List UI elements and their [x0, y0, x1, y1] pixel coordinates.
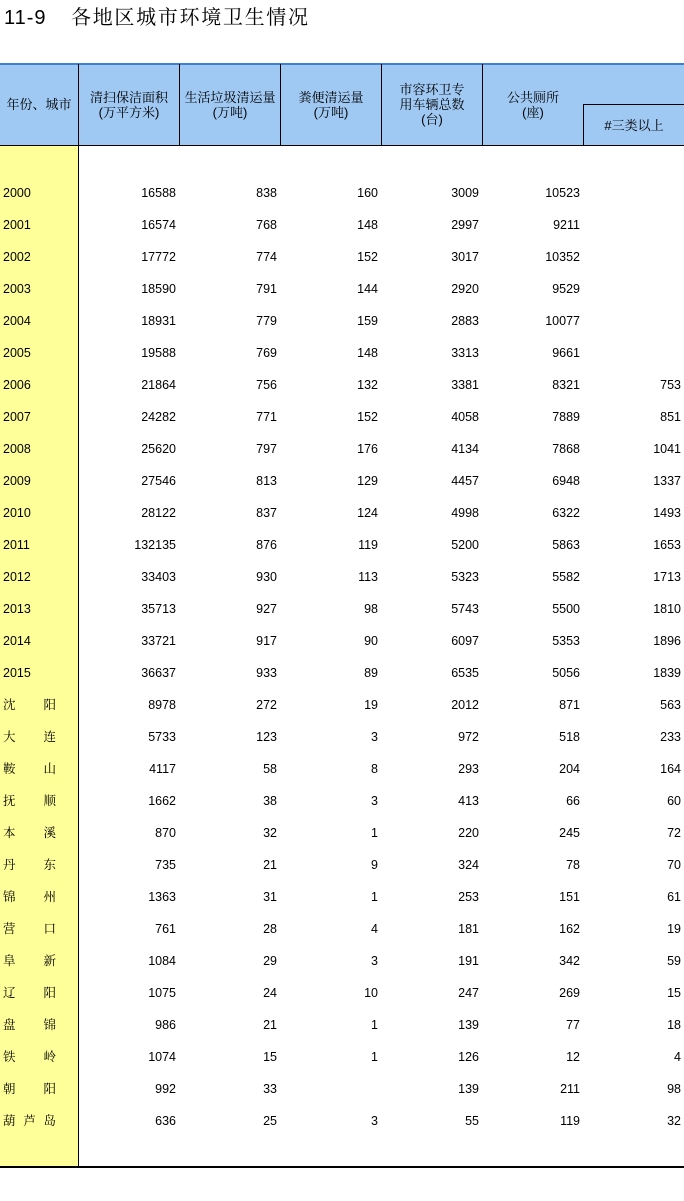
garbage-volume-cell: 771: [256, 410, 277, 424]
class3-toilets-cell: 233: [660, 730, 681, 744]
class3-toilets-cell: [583, 241, 681, 273]
cleaning-area-cell: 18590: [141, 282, 176, 296]
class3-toilets-cell: 70: [667, 858, 681, 872]
cleaning-area-cell: 636: [155, 1114, 176, 1128]
class3-toilets-cell: 19: [667, 922, 681, 936]
row-label: 2010: [3, 506, 31, 520]
garbage-volume-cell: 33: [263, 1082, 277, 1096]
header-line: 年份、城市: [6, 97, 72, 112]
sanitation-vehicles-cell: 5743: [451, 602, 479, 616]
sanitation-vehicles-cell: 2997: [451, 218, 479, 232]
class3-toilets-cell: [583, 337, 681, 369]
table-row: [0, 625, 684, 657]
sanitation-vehicles-cell: 139: [458, 1018, 479, 1032]
garbage-volume-cell: 927: [256, 602, 277, 616]
table-row: [0, 1009, 684, 1041]
public-toilets-cell: 204: [559, 762, 580, 776]
cleaning-area-cell: 33403: [141, 570, 176, 584]
night-soil-volume-cell: 176: [357, 442, 378, 456]
sanitation-vehicles-cell: 253: [458, 890, 479, 904]
table-row: [0, 977, 684, 1009]
row-label: 大连: [3, 730, 85, 744]
row-label: 2002: [3, 250, 31, 264]
class3-toilets-cell: [583, 177, 681, 209]
class3-toilets-cell: 18: [667, 1018, 681, 1032]
night-soil-volume-cell: 89: [364, 666, 378, 680]
public-toilets-cell: 5353: [552, 634, 580, 648]
public-toilets-cell: 77: [566, 1018, 580, 1032]
table-row: [0, 849, 684, 881]
cleaning-area-cell: 35713: [141, 602, 176, 616]
table-row: [0, 785, 684, 817]
class3-toilets-cell: 98: [667, 1082, 681, 1096]
sanitation-vehicles-cell: 126: [458, 1050, 479, 1064]
class3-toilets-cell: 1041: [653, 442, 681, 456]
public-toilets-cell: 6948: [552, 474, 580, 488]
table-row: [0, 465, 684, 497]
night-soil-volume-cell: 1: [371, 1050, 378, 1064]
table-row: [0, 1105, 684, 1137]
cleaning-area-cell: 25620: [141, 442, 176, 456]
sanitation-vehicles-cell: 3017: [451, 250, 479, 264]
class3-toilets-cell: 753: [660, 378, 681, 392]
garbage-volume-cell: 32: [263, 826, 277, 840]
sanitation-vehicles-cell: 181: [458, 922, 479, 936]
table-row: [0, 369, 684, 401]
night-soil-volume-cell: 3: [371, 1114, 378, 1128]
garbage-volume-cell: 21: [263, 1018, 277, 1032]
night-soil-volume-cell: 129: [357, 474, 378, 488]
garbage-volume-cell: 797: [256, 442, 277, 456]
sanitation-vehicles-cell: 293: [458, 762, 479, 776]
cleaning-area-cell: 5733: [148, 730, 176, 744]
cleaning-area-cell: 18931: [141, 314, 176, 328]
night-soil-volume-cell: 160: [357, 186, 378, 200]
cleaning-area-cell: 1662: [148, 794, 176, 808]
night-soil-volume-cell: 9: [371, 858, 378, 872]
public-toilets-cell: 342: [559, 954, 580, 968]
table-row: [0, 305, 684, 337]
public-toilets-cell: 10523: [545, 186, 580, 200]
table-row: [0, 177, 684, 209]
sanitation-vehicles-cell: 4457: [451, 474, 479, 488]
class3-toilets-cell: 61: [667, 890, 681, 904]
public-toilets-cell: 10077: [545, 314, 580, 328]
public-toilets-cell: 871: [559, 698, 580, 712]
row-label: 朝阳: [3, 1082, 85, 1096]
class3-toilets-cell: 72: [667, 826, 681, 840]
header-line: 生活垃圾清运量: [184, 89, 276, 105]
garbage-volume-cell: 123: [256, 730, 277, 744]
table-row: [0, 401, 684, 433]
sanitation-vehicles-cell: 3381: [451, 378, 479, 392]
class3-toilets-cell: 164: [660, 762, 681, 776]
night-soil-volume-cell: 152: [357, 410, 378, 424]
class3-toilets-cell: 1839: [653, 666, 681, 680]
public-toilets-cell: 7889: [552, 410, 580, 424]
class3-toilets-cell: 60: [667, 794, 681, 808]
class3-toilets-cell: 851: [660, 410, 681, 424]
cleaning-area-cell: 33721: [141, 634, 176, 648]
table-row: [0, 913, 684, 945]
table-row: [0, 945, 684, 977]
night-soil-volume-cell: 90: [364, 634, 378, 648]
row-label: 辽阳: [3, 986, 85, 1000]
cleaning-area-cell: 16588: [141, 186, 176, 200]
night-soil-volume-cell: 19: [364, 698, 378, 712]
table-row: [0, 593, 684, 625]
night-soil-volume-cell: 159: [357, 314, 378, 328]
class3-toilets-cell: [583, 273, 681, 305]
public-toilets-cell: 269: [559, 986, 580, 1000]
header-line: 粪便清运量: [298, 89, 364, 105]
garbage-volume-cell: 838: [256, 186, 277, 200]
cleaning-area-cell: 132135: [134, 538, 176, 552]
row-label: 葫芦岛: [3, 1114, 64, 1128]
row-label: 2000: [3, 186, 31, 200]
sanitation-vehicles-cell: 4134: [451, 442, 479, 456]
sanitation-vehicles-cell: 191: [458, 954, 479, 968]
garbage-volume-cell: 24: [263, 986, 277, 1000]
night-soil-volume-cell: 98: [364, 602, 378, 616]
garbage-volume-cell: 756: [256, 378, 277, 392]
table-row: [0, 241, 684, 273]
class3-toilets-cell: 563: [660, 698, 681, 712]
cleaning-area-cell: 1074: [148, 1050, 176, 1064]
sanitation-vehicles-cell: 2883: [451, 314, 479, 328]
row-label: 2005: [3, 346, 31, 360]
public-toilets-cell: 9529: [552, 282, 580, 296]
row-label: 2012: [3, 570, 31, 584]
class3-toilets-cell: 59: [667, 954, 681, 968]
class3-toilets-cell: 15: [667, 986, 681, 1000]
night-soil-volume-cell: 119: [358, 538, 378, 552]
public-toilets-cell: 7868: [552, 442, 580, 456]
row-label: 2006: [3, 378, 31, 392]
public-toilets-cell: 78: [566, 858, 580, 872]
night-soil-volume-cell: 144: [357, 282, 378, 296]
public-toilets-cell: 10352: [545, 250, 580, 264]
row-label: 2001: [3, 218, 31, 232]
table-row: [0, 657, 684, 689]
table-row: [0, 497, 684, 529]
header-unit: (万平方米): [98, 104, 160, 120]
cleaning-area-cell: 870: [155, 826, 176, 840]
row-label: 营口: [3, 922, 85, 936]
public-toilets-cell: 5863: [552, 538, 580, 552]
public-toilets-cell: 8321: [552, 378, 580, 392]
class3-toilets-cell: [583, 209, 681, 241]
garbage-volume-cell: 917: [256, 634, 277, 648]
header-line: #三类以上: [604, 117, 664, 133]
page-title: 各地区城市环境卫生情况: [71, 7, 310, 29]
sanitation-vehicles-cell: 3009: [451, 186, 479, 200]
public-toilets-cell: 5582: [552, 570, 580, 584]
garbage-volume-cell: 813: [256, 474, 277, 488]
sanitation-vehicles-cell: 324: [458, 858, 479, 872]
public-toilets-cell: 66: [566, 794, 580, 808]
night-soil-volume-cell: 3: [371, 794, 378, 808]
cleaning-area-cell: 24282: [141, 410, 176, 424]
sanitation-vehicles-cell: 4998: [451, 506, 479, 520]
garbage-volume-cell: 28: [263, 922, 277, 936]
table-row: [0, 721, 684, 753]
garbage-volume-cell: 31: [263, 890, 277, 904]
sanitation-vehicles-cell: 4058: [451, 410, 479, 424]
row-label: 阜新: [3, 954, 85, 968]
class3-toilets-cell: 4: [674, 1050, 681, 1064]
cleaning-area-cell: 8978: [148, 698, 176, 712]
night-soil-volume-cell: 10: [364, 986, 378, 1000]
class3-toilets-cell: 1653: [653, 538, 681, 552]
row-label: 鞍山: [3, 762, 85, 776]
sanitation-vehicles-cell: 139: [458, 1082, 479, 1096]
public-toilets-cell: 9211: [553, 218, 580, 232]
row-label: 铁岭: [3, 1050, 85, 1064]
garbage-volume-cell: 930: [256, 570, 277, 584]
cleaning-area-cell: 1363: [148, 890, 176, 904]
garbage-volume-cell: 791: [256, 282, 277, 296]
cleaning-area-cell: 4117: [149, 762, 176, 776]
row-label: 2013: [3, 602, 31, 616]
sanitation-vehicles-cell: 972: [458, 730, 479, 744]
public-toilets-cell: 245: [559, 826, 580, 840]
cleaning-area-cell: 735: [155, 858, 176, 872]
night-soil-volume-cell: 4: [371, 922, 378, 936]
cleaning-area-cell: 17772: [141, 250, 176, 264]
sanitation-vehicles-cell: 5323: [451, 570, 479, 584]
garbage-volume-cell: 876: [256, 538, 277, 552]
garbage-volume-cell: 837: [256, 506, 277, 520]
class3-toilets-cell: 1493: [653, 506, 681, 520]
garbage-volume-cell: 779: [256, 314, 277, 328]
public-toilets-cell: 5500: [552, 602, 580, 616]
sanitation-vehicles-cell: 6097: [451, 634, 479, 648]
public-toilets-cell: 119: [560, 1114, 580, 1128]
sanitation-vehicles-cell: 6535: [451, 666, 479, 680]
garbage-volume-cell: 38: [263, 794, 277, 808]
night-soil-volume-cell: 1: [371, 826, 378, 840]
night-soil-volume-cell: 3: [371, 954, 378, 968]
row-label: 抚顺: [3, 794, 85, 808]
table-row: [0, 1073, 684, 1105]
public-toilets-cell: 211: [560, 1082, 580, 1096]
table-row: [0, 529, 684, 561]
table-row: [0, 881, 684, 913]
sanitation-vehicles-cell: 247: [458, 986, 479, 1000]
row-label: 2008: [3, 442, 31, 456]
table-row: [0, 209, 684, 241]
sanitation-vehicles-cell: 55: [465, 1114, 479, 1128]
public-toilets-cell: 6322: [552, 506, 580, 520]
class3-toilets-cell: 1713: [653, 570, 681, 584]
cleaning-area-cell: 1084: [148, 954, 176, 968]
cleaning-area-cell: 986: [155, 1018, 176, 1032]
header-line: 市容环卫专: [399, 82, 465, 97]
garbage-volume-cell: 29: [263, 954, 277, 968]
table-number: 11-9: [4, 7, 47, 29]
night-soil-volume-cell: 124: [357, 506, 378, 520]
cleaning-area-cell: 21864: [141, 378, 176, 392]
sanitation-vehicles-cell: 413: [458, 794, 479, 808]
public-toilets-cell: 9661: [552, 346, 580, 360]
table-row: [0, 1041, 684, 1073]
header-unit: (座): [522, 104, 544, 120]
class3-toilets-cell: 1337: [653, 474, 681, 488]
table-row: [0, 689, 684, 721]
class3-toilets-cell: 32: [667, 1114, 681, 1128]
table-row: [0, 817, 684, 849]
cleaning-area-cell: 761: [155, 922, 176, 936]
row-label: 2015: [3, 666, 31, 680]
header-line: 清扫保洁面积: [89, 89, 168, 105]
cleaning-area-cell: 992: [155, 1082, 176, 1096]
row-label: 本溪: [3, 826, 85, 840]
night-soil-volume-cell: 152: [357, 250, 378, 264]
cleaning-area-cell: 16574: [141, 218, 176, 232]
header-line: 用车辆总数: [399, 97, 465, 112]
night-soil-volume-cell: [280, 1073, 378, 1105]
class3-toilets-cell: 1810: [653, 602, 681, 616]
row-label: 2007: [3, 410, 31, 424]
sanitation-vehicles-cell: 2012: [451, 698, 479, 712]
table-row: [0, 433, 684, 465]
night-soil-volume-cell: 132: [357, 378, 378, 392]
public-toilets-cell: 162: [559, 922, 580, 936]
table-row: [0, 561, 684, 593]
sanitation-vehicles-cell: 5200: [451, 538, 479, 552]
row-label: 盘锦: [3, 1018, 85, 1032]
public-toilets-cell: 518: [559, 730, 580, 744]
night-soil-volume-cell: 3: [371, 730, 378, 744]
night-soil-volume-cell: 148: [357, 218, 378, 232]
garbage-volume-cell: 58: [263, 762, 277, 776]
public-toilets-cell: 151: [559, 890, 580, 904]
cleaning-area-cell: 1075: [148, 986, 176, 1000]
row-label: 2009: [3, 474, 31, 488]
cleaning-area-cell: 28122: [141, 506, 176, 520]
row-label: 锦州: [3, 890, 85, 904]
night-soil-volume-cell: 148: [357, 346, 378, 360]
garbage-volume-cell: 774: [256, 250, 277, 264]
sanitation-vehicles-cell: 3313: [451, 346, 479, 360]
sanitation-vehicles-cell: 220: [458, 826, 479, 840]
garbage-volume-cell: 769: [256, 346, 277, 360]
sanitation-vehicles-cell: 2920: [451, 282, 479, 296]
cleaning-area-cell: 36637: [141, 666, 176, 680]
header-unit: (万吨): [313, 104, 349, 120]
row-label: 沈阳: [3, 698, 85, 712]
class3-toilets-cell: 1896: [653, 634, 681, 648]
header-unit: (万吨): [212, 104, 248, 120]
public-toilets-cell: 5056: [552, 666, 580, 680]
header-line: 公共厕所: [506, 89, 559, 105]
night-soil-volume-cell: 1: [371, 890, 378, 904]
garbage-volume-cell: 21: [263, 858, 277, 872]
header-unit: (台): [421, 112, 443, 127]
night-soil-volume-cell: 113: [358, 570, 378, 584]
garbage-volume-cell: 25: [263, 1114, 277, 1128]
table-row: [0, 337, 684, 369]
cleaning-area-cell: 27546: [141, 474, 176, 488]
row-label: 2003: [3, 282, 31, 296]
night-soil-volume-cell: 8: [371, 762, 378, 776]
cleaning-area-cell: 19588: [141, 346, 176, 360]
row-label: 2014: [3, 634, 31, 648]
row-label: 2004: [3, 314, 31, 328]
garbage-volume-cell: 933: [256, 666, 277, 680]
night-soil-volume-cell: 1: [371, 1018, 378, 1032]
garbage-volume-cell: 15: [263, 1050, 277, 1064]
class3-toilets-cell: [583, 305, 681, 337]
table-row: [0, 753, 684, 785]
row-label: 2011: [3, 538, 30, 552]
public-toilets-cell: 12: [566, 1050, 580, 1064]
garbage-volume-cell: 768: [256, 218, 277, 232]
row-label: 丹东: [3, 858, 85, 872]
garbage-volume-cell: 272: [256, 698, 277, 712]
table-row: [0, 273, 684, 305]
